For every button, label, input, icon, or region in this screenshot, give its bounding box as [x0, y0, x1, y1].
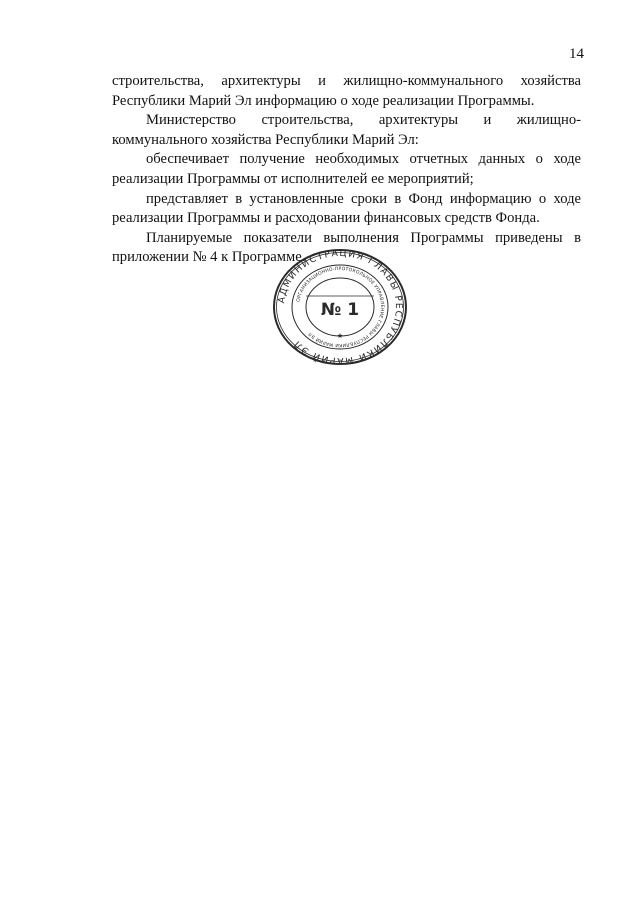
paragraph-4: представляет в установленные сроки в Фонд информацию о ходе реализации Программы и расходовании финансовых средств Фонда. [112, 190, 581, 227]
paragraph-3: обеспечивает получение необходимых отчетных данных о ходе реализации Программы от исполнителей ее мероприятий; [112, 151, 581, 187]
body-text [112, 72, 581, 268]
page-number: 14 [569, 46, 584, 62]
seal-bottom-star: ★ [336, 332, 344, 340]
seal-graphic [272, 248, 408, 366]
paragraph-5: Планируемые показатели выполнения Программы приведены в приложении № 4 к Программе. [112, 229, 581, 266]
seal-outer-text: АДМИНИСТРАЦИЯ ГЛАВЫ РЕСПУБЛИКИ МАРИЙ ЭЛ [276, 248, 405, 366]
seal-inner-text: ОРГАНИЗАЦИОННО-ПРОТОКОЛЬНОЕ УПРАВЛЕНИЕ ГЛАВЫ РЕСПУБЛИКИ МАРИЙ ЭЛ [296, 266, 385, 348]
official-seal [272, 248, 408, 366]
paragraph-1: строительства, архитектуры и жилищно-коммунального хозяйства Республики Марий Эл информацию о ходе реализации Программы. [112, 73, 581, 109]
seal-center-number: № 1 [320, 300, 360, 320]
paragraph-2: Министерство строительства, архитектуры и жилищно-коммунального хозяйства Республики Марий Эл: [112, 112, 581, 148]
